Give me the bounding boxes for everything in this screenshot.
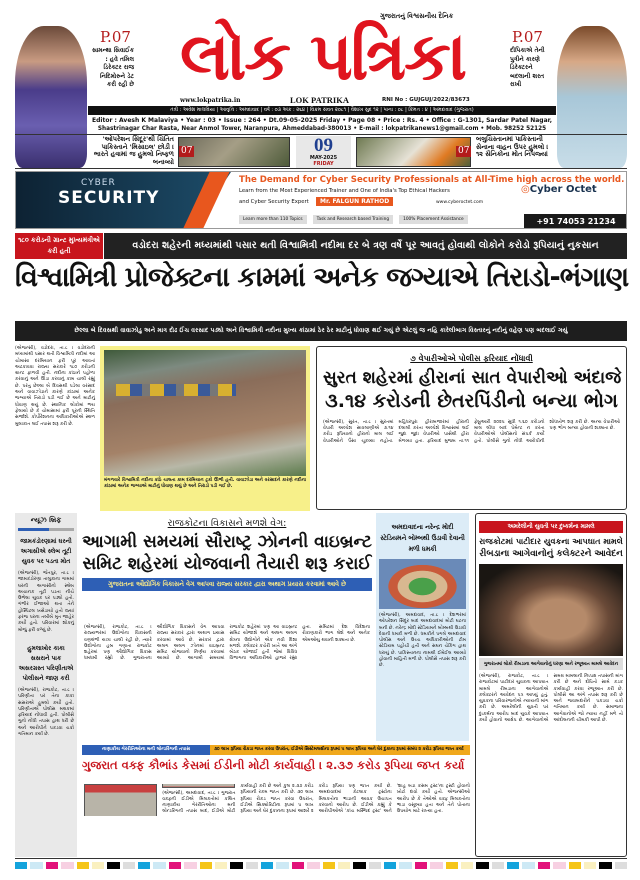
registration-swatch bbox=[415, 862, 427, 869]
amreli-caption: ગુજરાતમાં લોકો રીબડાના આગેવાનોનું ધરણા અને રજૂઆત મામલે આવેદન bbox=[479, 658, 623, 670]
rajkot-body: (એજન્સી), રાજકોટ, તા.૮ । રાજ્યભરમાં ઉદ્યોગોના વિકાસની વણથંભી યાત્રા ચાલી રહી છે, ત્યારે ઉદ્યોગોના હબ ગણાતા રાજકોટ શહેરમાં પણ ઔદ્યોગિક વિકાસ ધમધમી રહ્યો છે. ગુજરાતના ઔદ્યોગિક વિકાસને વેગ આપવા રાજ્ય સરકાર દ્વારા અથાગ પ્રયાસ કરવામાં આવે છે. સરકાર દ્વારા અલગ અલગ ઝોનમાં વાઇબ્રન્ટ સમિટ યોજવાનો નિર્ણય કરવામાં આવ્યો છે. આગામી સમયમાં રાજકોટ શહેરમાં પણ આ વાઇબ્રન્ટ સમિટ યોજાશે અને અલગ અલગ ક્ષેત્રના ઉદ્યોગોને એક નવી દિશા મળશે. કલેક્ટર કચેરી ખાતે આ અંગે બેઠક યોજાઈ હતી જેમાં વિવિધ વિભાગના અધિકારીઓ હાજર રહ્યા હતા. સમિટમાં દેશ વિદેશના રોકાણકારો ભાગ લેશે અને અનેક એમઓયુ થવાની શક્યતા છે. bbox=[84, 625, 370, 662]
waqf-headline-text: ગુજરાત વક્ફ કૌભાંડ કેસમાં ઈડીની મોટી કાર્યવાહી । ૨.૩૭ કરોડ રૂપિયા જપ્ત કર્યા bbox=[82, 758, 465, 772]
teaser-photo-right[interactable] bbox=[356, 137, 471, 167]
registration-swatch bbox=[153, 862, 165, 869]
waqf-tag: નાણાકીય ગેરરીતિઓના મની લોન્ડરિંગની તપાસ bbox=[82, 745, 210, 755]
waqf-strap: ૩૦ લાખ રૂપિયા રોકડા જપ્ત કરવા ઉપરાંત, ઈડીએ સિસ્ટેમલક્ષીના રૂપમાં ૫ લાખ રૂપિયા અને ઘેર દુકાના રૂપમાં સંબંધ ૨ કરોડ રૂપિયા જપ્ત કર્યા bbox=[210, 745, 470, 755]
brief-headline-1[interactable]: જામકંડોરણામાં ઘરની અગાસીએ સ્લેબ તૂટી યુવક પર પડતા મોત bbox=[20, 538, 72, 565]
registration-swatch bbox=[399, 862, 411, 869]
stadium-body: (એજન્સી), અમદાવાદ, તા.૮ । દેશભરમાં ઓપરેશન સિંદૂર બાદ અમદાવાદમાં મોટી ઘટના બની છે. નરેન્દ્ર મોદી સ્ટેડિયમને બોમ્બથી ઉડાવી દેવાની ધમકી મળી છે. ધમકીને પગલે અમદાવાદ પોલીસ અને ઉચ્ચ અધિકારીઓની ટીમ સ્ટેડિયમ પહોંચી હતી અને સઘન ચેકિંગ હાથ ધરાયું છે. પાકિસ્તાનના નામથી ઈમેઈલ આવ્યો હોવાની માહિતી મળી છે. પોલીસે તપાસ શરૂ કરી છે. bbox=[379, 613, 466, 669]
registration-swatch bbox=[584, 862, 596, 869]
lead-photo-caption: મંગળવારે વિશ્વામિત્રી નદીના કાંઠે ચાલતા કામ દરમિયાન ટ્રકો ઊભી હતી. વાવાઝોડા અને વરસાદને કારણે નદીના કાંઠામાં અનેક જગ્યાએ માટીનું ધોવાણ થયું છે અને તિરાડો પડી ગઈ છે. bbox=[104, 478, 306, 490]
registration-swatch bbox=[92, 862, 104, 869]
ad-brand-name: Cyber Octet bbox=[529, 184, 597, 195]
lead-kicker: ૧૮૦ કરોડની ગ્રાન્ટ મુખ્યમંત્રીએ કરી હતી bbox=[15, 233, 103, 259]
ad-headline: The Demand for Cyber Security Professionals at All-Time high across the world. bbox=[239, 175, 625, 185]
cyber-security-ad[interactable] bbox=[15, 171, 627, 229]
registration-swatch bbox=[292, 862, 304, 869]
model-photo-left bbox=[15, 26, 87, 168]
registration-swatch bbox=[46, 862, 58, 869]
newspaper-logo: લોક પત્રિકા bbox=[179, 18, 466, 95]
registration-swatch bbox=[384, 862, 396, 869]
amreli-photo[interactable] bbox=[479, 564, 623, 656]
ad-title-1: CYBER bbox=[81, 178, 116, 188]
registration-swatch bbox=[492, 862, 504, 869]
amreli-headline-2: રીબડાના આગેવાનોનું કલેક્ટરને આવેદન bbox=[479, 548, 623, 559]
rajkot-story[interactable] bbox=[82, 518, 372, 591]
news-brief-label: ન્યૂઝ બ્રિફ bbox=[30, 516, 62, 524]
registration-swatch bbox=[369, 862, 381, 869]
lead-strap: વડોદરા શહેરની મધ્યમાંથી પસાર થતી વિશ્વામિત્રી નદીમા દર બે ત્રણ વર્ષે પૂર આવતું હોવાથી લોકોને કરોડો રૂપિયાનું નુકસાન bbox=[104, 233, 627, 259]
ad-chips bbox=[239, 215, 468, 224]
brief-headline-2[interactable]: હુમલાખોર કાકા સસરાને પાક અસરગ્રસ્ત પરિણીતાએ પોલીસને જાણ કરી bbox=[18, 644, 74, 682]
rajkot-headline-1: આગામી સમયમાં સૌરાષ્ટ્ર ઝોનની વાઇબ્રન્ટ bbox=[82, 532, 372, 552]
waqf-headline[interactable] bbox=[82, 759, 470, 771]
issue-info-bar: તંત્રી : અવેશ માલવિયા | આવૃત્તિ : અમદાવાદ | વર્ષ : ૦૩ અંક : ૨૬૪ | વિક્રમ સંવત ૨૦૮૧ | વૈશાખ સુદ ૧૨ | પાના : ૦૮ | કિંમત : ૪ | અમદાવાદ (ગુજરાત) bbox=[88, 106, 556, 115]
right-page-ref[interactable]: P.07 bbox=[512, 28, 543, 46]
registration-swatch bbox=[522, 862, 534, 869]
registration-swatch bbox=[353, 862, 365, 869]
ad-chip: 100% Placement Assistance bbox=[399, 215, 468, 224]
ad-website[interactable]: www.cyberoctet.com bbox=[436, 200, 484, 205]
registration-swatch bbox=[246, 862, 258, 869]
amreli-body: (એજન્સી), રાજકોટ, તા.૮ । રાજકોટમાં પાટીદાર યુવકના આપઘાત મામલે રીબડાના આગેવાનોએ કલેક્ટરને આવેદન પત્ર આપ્યું હતું. યુવકના પરિવારજનોએ ન્યાયની માંગ કરી છે. અમરેલીની યુવતી પર દુષ્કર્મના આરોપ બાદ યુવકે આપઘાત કર્યો હોવાનો આક્ષેપ છે. આગેવાનોએ સમગ્ર મામલાની નિષ્પક્ષ તપાસની માંગ કરી છે અને દોષિતો સામે કડક કાર્યવાહી કરવા રજૂઆત કરી છે. પોલીસે આ અંગે તપાસ શરૂ કરી છે અને જવાબદારોને પકડવા ચક્રો ગતિમાન કર્યા છે. સમાજના આગેવાનોએ જો ન્યાય નહીં મળે તો આંદોલનની ચીમકી આપી છે. bbox=[479, 673, 623, 723]
right-teaser[interactable]: દીપિકાએ તેની પુત્રીને કારણે ડિરેક્ટરને બદલાની શરત રાખી bbox=[510, 47, 545, 88]
ad-brand bbox=[521, 184, 597, 195]
registration-swatch bbox=[138, 862, 150, 869]
surat-story[interactable] bbox=[316, 346, 627, 510]
lead-body: (એજન્સી), વડોદરા, તા.૮ । વડોદરાની મધ્યમાંથી પસાર થતી વિશ્વામિત્રી નદીમાં આ ચોમાસા દરમિયાન ફરી પૂર આવતાં અટકાવવા રાજ્ય સરકારે ૧૮૦ કરોડની ગ્રાન્ટ ફાળવી હતી. નદીના કાંઠાને પહોળા કરવાનું અને ઊંડા કરવાનું કામ ચાલી રહ્યું છે. પરંતુ છેલ્લા બે દિવસથી પડેલા વરસાદ અને વાવાઝોડાને કારણે કાંઠામાં અનેક જગ્યાએ તિરાડો પડી ગઈ છે અને માટીનું ધોવાણ થયું છે. સ્થાનિક લોકોમાં ભય ફેલાયો છે કે ચોમાસામાં ફરી પૂરની સ્થિતિ સર્જાશે. કોર્પોરેશનના અધિકારીઓએ સ્થળ મુલાકાત લઈ તપાસ શરૂ કરી છે. bbox=[15, 346, 95, 427]
ad-title-2: SECURITY bbox=[58, 188, 160, 208]
brief-body-1: (એજન્સી), જેતપુર, તા.૮ । જામકંડોરણા તાલુકાના ગામમાં ઘરની અગાસીનો સ્લેબ અચાનક તૂટી પડતા નીચે ઉભેલા યુવક પર પડ્યો હતો. ગંભીર ઈજાઓ થતા તેને હોસ્પિટલ ખસેડાયો હતો જ્યાં ફરજ પરના તબીબે મૃત જાહેર કર્યો હતો. પરિવારમાં શોકનું મોજું ફરી વળ્યું છે. bbox=[18, 571, 74, 633]
registration-swatch bbox=[230, 862, 242, 869]
stadium-story[interactable] bbox=[376, 513, 469, 741]
registration-swatch bbox=[538, 862, 550, 869]
rajkot-headline-2: સમિટ શહેરમાં યોજવાની તૈયારી શરૂ કરાઈ bbox=[82, 553, 372, 574]
editor-line-2: Shastrinagar Char Rasta, Near Anmol Tower, Naranpura, Ahmeddabad-380013 • E-mail : lokpatrikanews1@gmail.com • Mob. 98252 52125 bbox=[97, 126, 547, 132]
ad-line-1: Learn from the Most Experienced Trainer and One of India's Top Ethical Hackers bbox=[239, 188, 450, 194]
trucks bbox=[116, 384, 236, 396]
rajkot-strap: ગુજરાતના ઔદ્યોગિક વિકાસને વેગ આપવા રાજ્ય સરકાર દ્વારા અથાગ પ્રયાસ કરવામાં આવે છે bbox=[82, 578, 372, 591]
amreli-kicker: અમરેલીની યુવતી પર દુષ્કર્મના મામલે bbox=[479, 521, 623, 533]
name-en: LOK PATRIKA bbox=[290, 95, 349, 105]
ad-chip: Task and Research based Training bbox=[313, 215, 393, 224]
left-page-ref[interactable]: P.07 bbox=[100, 28, 131, 46]
teaser-page-badge: 07 bbox=[458, 146, 470, 156]
registration-swatch bbox=[338, 862, 350, 869]
registration-swatch bbox=[569, 862, 581, 869]
registration-swatch bbox=[276, 862, 288, 869]
rajkot-kicker: રાજકોટના વિકાસને મળશે વેગ: bbox=[167, 518, 287, 529]
teaser-photo-left[interactable] bbox=[178, 137, 290, 167]
rni-number: RNI No : GUJGUJ/2022/83673 bbox=[382, 97, 470, 103]
registration-swatch bbox=[507, 862, 519, 869]
teaser-balochistan-attack[interactable]: બલુચિસ્તાનમાં પાકિસ્તાની સેનાના વાહન ઉપર હુમલો । ૧૨ સૈનિકોના મોત નિપજ્યાં bbox=[476, 135, 549, 158]
teaser-page-badge: 07 bbox=[181, 146, 193, 156]
waqf-strap-bar bbox=[82, 745, 470, 755]
ad-chip: Learn more than 110 Topics bbox=[239, 215, 307, 224]
registration-swatch bbox=[323, 862, 335, 869]
registration-swatch bbox=[215, 862, 227, 869]
surat-body: (એજન્સી), સુરત, તા.૮ । સુરતમાં વેપારી અલ્પેશ સાવલાણીએ ૩.૧૪ કરોડ રૂપિયાનો હીરાનો માલ લઈ વેપારીઓને પૈસા ચૂકવ્યા નહોતા. મહિધરપુરા હીરાબજારમાં હીરાની દલાલી કરતા અલ્પેશે વિશ્વાસમાં લઈ જુદા જુદા વેપારીઓ પાસેથી હીરા મેળવ્યા હતા. ફરિયાદ મુજબ તા.૧૧ ફેબ્રુઆરી ૨૦૨૫ સુધી ૧.૬૦ કરોડનો માલ લીધા બાદ પેમેન્ટ ન કરતા વેપારીઓએ પોલીસનો સંપર્ક કર્યો હતો. પોલીસે ગુનો નોંધી આરોપીની શોધખોળ શરૂ કરી છે. અન્ય વેપારીઓ પણ ભોગ બન્યા હોવાની શક્યતા છે. bbox=[323, 419, 620, 444]
editor-line-1: Editor : Avesh K Malaviya • Year : 03 • Issue : 264 • Dt.09-05-2025 Friday • Page 08 • Price : Rs. 4 • Office : G-1301, Sardar Patel Nagar, bbox=[92, 117, 552, 124]
lead-photo-box bbox=[100, 346, 310, 511]
lead-photo[interactable] bbox=[104, 350, 306, 476]
surat-kicker: ૭ વેપારીઓએ પોલીસ ફરિયાદ નોંધાવી bbox=[410, 354, 533, 363]
ad-phone[interactable]: +91 74053 21234 bbox=[524, 214, 627, 229]
registration-swatch bbox=[77, 862, 89, 869]
teaser-pakistan-missile[interactable]: 'ઓપરેશન સિંદૂર'થી ચિંતિત પાકિસ્તાને 'મિસાઇલ' છોડી । ભારતે હવામાં જ હુમલો નિષ્ફળ બનાવ્યો bbox=[93, 135, 174, 166]
date-month: MAY-2025 bbox=[309, 155, 338, 161]
registration-swatch bbox=[200, 862, 212, 869]
registration-swatch bbox=[107, 862, 119, 869]
waqf-body-text: (એજન્સી), અમદાવાદ, તા.૮ । ગુજરાત વક્ફની ઈડીએ મિલકતોમાં કથિત નાણાકીય ગેરરીતિઓના મની લોન્ડરિંગની તપાસ બાદ, ઈડીએ મોટી કાર્યવાહી કરી છે અને કુલ ૨.૩૭ કરોડ રૂપિયાની રકમ જપ્ત કરી છે. ૩૦ લાખ રૂપિયા રોકડ જપ્ત કરવા ઉપરાંત, ઈડીએ સિક્યોરિટીના રૂપમાં ૫ લાખ રૂપિયા અને ઘેર દુકાનના રૂપમાં આશરે ૨ કરોડ રૂપિયા પણ જપ્ત કર્યા છે. અમદાવાદમાં કેટલાક ટ્રસ્ટોના મિલકતોના ભાડાની આવક ઉચાપત કરવાનો આરોપ છે. ઈડીએ કહ્યું કે આરોપીઓએ 'કાંચ મસ્જિદ ટ્રસ્ટ' અને 'શાહ બડા કસમ ટ્રસ્ટ'ના ટ્રસ્ટી હોવાનો ખોટો દાવો કર્યો હતો. એજન્સીઓ આરોપ છે કે તેઓએ વક્ફ મિલકતોના ભાડા વસૂલ્યા હતા અને તેને પોતાના ઉપયોગ માટે રાખ્યા હતા. bbox=[162, 784, 470, 815]
registration-swatch bbox=[430, 862, 442, 869]
registration-swatch bbox=[30, 862, 42, 869]
registration-swatch bbox=[123, 862, 135, 869]
stadium-headline: અમદાવાદના નરેન્દ્ર મોદી સ્ટેડિયમને બોમ્બથી ઉડાવી દેવાની મળી ધમકી bbox=[380, 524, 465, 553]
amreli-story[interactable] bbox=[475, 513, 627, 857]
registration-swatch bbox=[615, 862, 627, 869]
registration-swatch bbox=[446, 862, 458, 869]
surat-headline-2: ૩.૧૪ કરોડની છેતરપિંડીનો બન્યા ભોગ bbox=[325, 389, 618, 412]
date-weekday: FRIDAY bbox=[313, 161, 334, 167]
registration-swatch bbox=[61, 862, 73, 869]
ad-line-2: and Cyber Security Expert bbox=[239, 199, 309, 205]
brief-body-2: (એજન્સી), રાજકોટ, તા.૮ । પરિણીતા પર તેના કાકા સસરાએ હુમલો કર્યો હતો. પરિણીતાએ પોલીસ મથકમાં ફરિયાદ નોંધાવી હતી. પોલીસે ગુનો નોંધી તપાસ હાથ ધરી છે અને આરોપીને પકડવા ચક્રો ગતિમાન કર્યા છે. bbox=[18, 687, 74, 738]
left-teaser[interactable]: સામન્થા સિવાઈક : હવે તમિલ ડિરેક્ટર રાજ નિદિમોરુને ડેટ કરી રહી છે bbox=[91, 47, 134, 88]
amreli-headline-1: રાજકોટમાં પાટીદાર યુવકના આપઘાત મામલે bbox=[479, 536, 623, 546]
surat-headline-1: સુરત શહેરમાં હીરાનાં સાત વેપારીઓ અંદાજે bbox=[323, 368, 622, 388]
registration-swatch bbox=[169, 862, 181, 869]
waqf-body bbox=[84, 784, 470, 816]
registration-swatch bbox=[261, 862, 273, 869]
color-registration-bar bbox=[15, 862, 627, 869]
brief-underline bbox=[18, 528, 74, 531]
brand-logo-icon: ◎ bbox=[521, 184, 530, 195]
registration-swatch bbox=[15, 862, 27, 869]
lead-headline[interactable]: વિશ્વામિત્રી પ્રોજેક્ટના કામમાં અનેક જગ્યાએ તિરાડો-ભંગાણ bbox=[15, 262, 629, 293]
date-box bbox=[296, 136, 351, 168]
registration-swatch bbox=[184, 862, 196, 869]
registration-swatch bbox=[461, 862, 473, 869]
website[interactable]: www.lokpatrika.in bbox=[180, 97, 241, 104]
registration-swatch bbox=[553, 862, 565, 869]
divider bbox=[15, 858, 627, 859]
lead-subheadline: છેલ્લા બે દિવસથી વાવાઝોડુ અને માત્ર દોઢ ઈંચ વરસાદ પડ્યો અને વિશ્વામિત્રી નદીના મુખ્ય કાંઠામાં ઠેર ઠેર માટીનું ધોવાણ થઈ ગયું છે એટલું જ નહિ કારેલીબાગ વિસ્તારનું નદીનું વહેણ પણ બદલાઈ ગયું bbox=[15, 321, 627, 341]
tagline: ગુજરાતનું વિશ્વસનીય દૈનિક bbox=[380, 12, 454, 20]
stadium-photo[interactable] bbox=[379, 559, 466, 609]
registration-swatch bbox=[476, 862, 488, 869]
ad-expert-name: Mr. FALGUN RATHOD bbox=[316, 197, 393, 206]
divider bbox=[15, 168, 627, 169]
model-photo-right bbox=[557, 26, 627, 168]
registration-swatch bbox=[307, 862, 319, 869]
news-brief-column bbox=[15, 513, 77, 857]
date-day: 09 bbox=[314, 135, 333, 156]
registration-swatch bbox=[599, 862, 611, 869]
